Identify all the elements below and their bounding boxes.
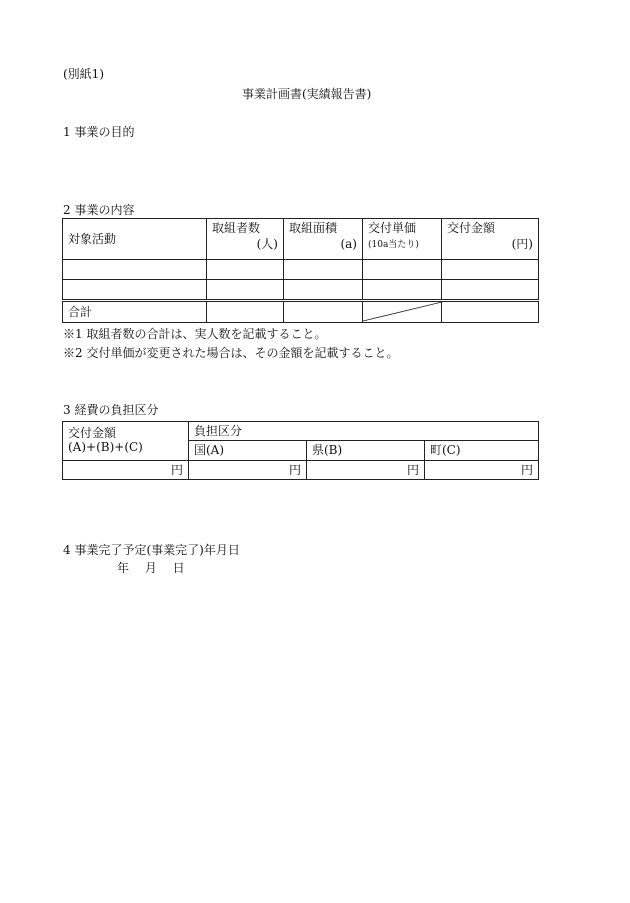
burden-header: 負担区分 bbox=[189, 422, 539, 441]
attachment-label: (別紙1) bbox=[63, 67, 104, 81]
section4-heading: 4 事業完了予定(事業完了)年月日 bbox=[63, 543, 240, 557]
town-yen: 円 bbox=[425, 461, 539, 480]
note-1: ※1 取組者数の合計は、実人数を記載すること。 bbox=[63, 327, 327, 341]
header-unit-price-unit: (10a当たり) bbox=[368, 240, 419, 250]
grant-total-label: 交付金額 bbox=[68, 426, 117, 440]
prefecture-header: 県(B) bbox=[307, 441, 425, 461]
header-unit-price-label: 交付単価 bbox=[368, 221, 417, 235]
activity-table bbox=[62, 218, 539, 323]
completion-date: 年 月 日 bbox=[117, 561, 185, 575]
header-participants-unit: (人) bbox=[256, 237, 278, 251]
grant-total-yen: 円 bbox=[63, 461, 189, 480]
section3-heading: 3 経費の負担区分 bbox=[63, 403, 159, 417]
cost-table bbox=[62, 421, 539, 480]
table-row bbox=[63, 260, 539, 280]
cost-values-row bbox=[63, 461, 539, 480]
table-row bbox=[63, 280, 539, 301]
national-header: 国(A) bbox=[189, 441, 307, 461]
national-yen: 円 bbox=[189, 461, 307, 480]
header-participants-label: 取組者数 bbox=[212, 221, 261, 235]
header-participants bbox=[207, 219, 284, 260]
activity-table-header bbox=[63, 219, 539, 260]
header-area bbox=[284, 219, 363, 260]
prefecture-yen: 円 bbox=[307, 461, 425, 480]
note-2: ※2 交付単価が変更された場合は、その金額を記載すること。 bbox=[63, 346, 399, 360]
header-grant-unit: (円) bbox=[511, 237, 533, 251]
header-area-unit: (a) bbox=[340, 237, 357, 251]
total-unit-price-cell bbox=[363, 301, 442, 323]
header-grant-label: 交付金額 bbox=[447, 221, 496, 235]
header-area-label: 取組面積 bbox=[289, 221, 338, 235]
town-header: 町(C) bbox=[425, 441, 539, 461]
header-unit-price bbox=[363, 219, 442, 260]
document-title: 事業計画書(実績報告書) bbox=[242, 87, 372, 101]
header-grant bbox=[442, 219, 539, 260]
section1-heading: 1 事業の目的 bbox=[63, 125, 135, 139]
total-label: 合計 bbox=[63, 301, 207, 323]
diagonal-strike bbox=[363, 302, 442, 322]
header-activity: 対象活動 bbox=[63, 219, 207, 260]
grant-total-formula: (A)+(B)+(C) bbox=[68, 440, 143, 454]
section2-heading: 2 事業の内容 bbox=[63, 203, 135, 217]
grant-total-header bbox=[63, 422, 189, 461]
total-row bbox=[63, 301, 539, 323]
